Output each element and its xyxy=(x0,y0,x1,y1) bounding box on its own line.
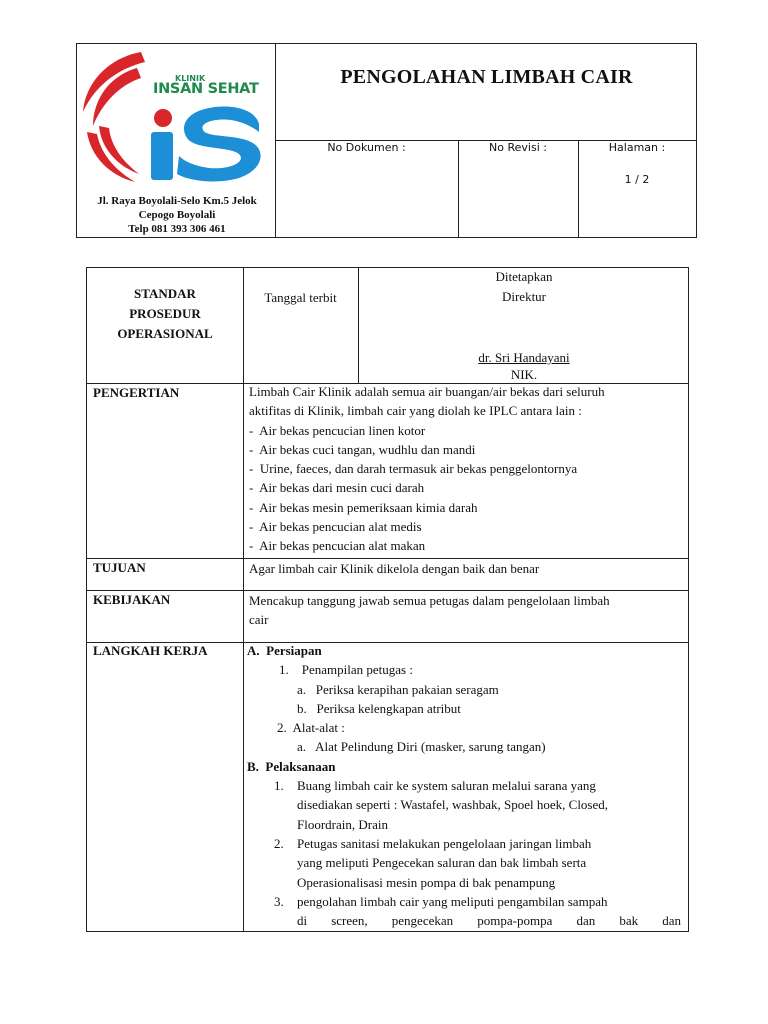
b-item xyxy=(247,834,681,892)
pengertian-label: PENGERTIAN xyxy=(93,385,180,400)
a1-marker: 1. xyxy=(279,662,289,678)
nik-label: NIK. xyxy=(510,367,538,382)
kebijakan-label: KEBIJAKAN xyxy=(93,592,171,607)
signer-name-text: dr. Sri Handayani xyxy=(478,350,570,365)
clinic-address xyxy=(79,194,275,236)
section-b-title: Pelaksanaan xyxy=(265,758,336,774)
halaman-value: 1 / 2 xyxy=(624,173,650,186)
pengertian-item-text: Air bekas dari mesin cuci darah xyxy=(259,480,425,496)
b-item-marker: 3. xyxy=(274,893,284,909)
a2-heading xyxy=(247,718,681,737)
pengertian-item: - Air bekas dari mesin cuci darah xyxy=(249,480,425,496)
sop-table xyxy=(86,267,689,932)
address-line: Cepogo Boyolali xyxy=(138,209,216,221)
tanggal-terbit-label: Tanggal terbit xyxy=(264,290,337,305)
a2-marker: 2. xyxy=(277,720,287,736)
pengertian-item-text: Air bekas pencucian linen kotor xyxy=(259,422,426,438)
b-item-marker: 2. xyxy=(274,835,284,851)
a1-item xyxy=(247,699,681,718)
a2-item-marker: a. xyxy=(297,739,307,755)
signer-name xyxy=(358,350,690,366)
langkah-kerja-label: LANGKAH KERJA xyxy=(93,643,208,658)
pengertian-item: - Air bekas mesin pemeriksaan kimia darah xyxy=(249,499,478,515)
pengertian-intro: aktifitas di Klinik, limbah cair yang diolah ke IPLC antara lain : xyxy=(249,403,582,419)
pengertian-item-text: Air bekas pencucian alat medis xyxy=(259,519,422,535)
pengertian-item: - Air bekas pencucian alat makan xyxy=(249,538,426,554)
b-item-line: Operasionalisasi mesin pompa di bak penampung xyxy=(297,874,556,890)
pengertian-item: - Air bekas pencucian linen kotor xyxy=(249,422,426,438)
b-item-line: yang meliputi Pengecekan saluran dan bak limbah serta xyxy=(297,855,587,871)
header-divider xyxy=(578,140,579,237)
a1-item-text: Periksa kelengkapan atribut xyxy=(316,700,461,716)
b-item-line: Floordrain, Drain xyxy=(297,816,388,832)
a1-item-text: Periksa kerapihan pakaian seragam xyxy=(315,681,499,697)
b-item xyxy=(247,776,681,834)
a1-item-marker: b. xyxy=(297,700,307,716)
a1-item-marker: a. xyxy=(297,681,307,697)
a2-title: Alat-alat : xyxy=(292,720,345,736)
a2-item-text: Alat Pelindung Diri (masker, sarung tangan) xyxy=(315,739,546,755)
section-a-heading xyxy=(247,641,681,660)
document-header xyxy=(76,43,697,238)
pengertian-item-text: Air bekas pencucian alat makan xyxy=(259,538,426,554)
sop-heading xyxy=(87,284,243,344)
kebijakan-line: cair xyxy=(249,612,269,628)
b-item-marker: 1. xyxy=(274,778,284,794)
b-item xyxy=(247,892,681,931)
section-a-title: Persiapan xyxy=(266,643,322,658)
a1-heading xyxy=(247,660,681,679)
sop-heading-line: STANDAR xyxy=(134,286,196,301)
pengertian-item: - Air bekas pencucian alat medis xyxy=(249,519,422,535)
pengertian-item: - Air bekas cuci tangan, wudhlu dan mandi xyxy=(249,441,476,457)
direktur-label: Direktur xyxy=(501,289,547,304)
a1-item xyxy=(247,680,681,699)
logo-clinic-name: INSAN SEHAT xyxy=(153,81,259,97)
b-item-line: Petugas sanitasi melakukan pengelolaan jaringan limbah xyxy=(297,835,592,851)
a2-item xyxy=(247,737,681,756)
table-divider xyxy=(243,268,244,931)
a1-title: Penampilan petugas : xyxy=(301,662,413,678)
b-item-line: disediakan seperti : Wastafel, washbak, Spoel hoek, Closed, xyxy=(297,797,609,813)
tujuan-text: Agar limbah cair Klinik dikelola dengan baik dan benar xyxy=(249,561,540,576)
pengertian-item-text: Air bekas cuci tangan, wudhlu dan mandi xyxy=(259,441,476,457)
section-b-marker: B. xyxy=(247,758,259,774)
b-item-line: pengolahan limbah cair yang meliputi pengambilan sampah xyxy=(297,893,608,909)
logo-swoosh-icon xyxy=(79,46,275,186)
no-dokumen-label: No Dokumen : xyxy=(327,141,406,154)
pengertian-item: - Urine, faeces, dan darah termasuk air bekas penggelontornya xyxy=(249,461,578,477)
address-line: Telp 081 393 306 461 xyxy=(128,223,226,235)
section-a-marker: A. xyxy=(247,643,260,658)
b-item-line: Buang limbah cair ke system saluran melalui sarana yang xyxy=(297,778,596,794)
b-item-line: di screen, pengecekan pompa-pompa dan bak dan xyxy=(297,913,681,929)
header-divider xyxy=(458,140,459,237)
kebijakan-content xyxy=(249,591,683,630)
sop-heading-line: PROSEDUR xyxy=(129,306,201,321)
document-title: PENGOLAHAN LIMBAH CAIR xyxy=(340,66,633,88)
tujuan-label: TUJUAN xyxy=(93,560,146,575)
address-line: Jl. Raya Boyolali-Selo Km.5 Jelok xyxy=(97,195,257,207)
pengertian-item-text: Air bekas mesin pemeriksaan kimia darah xyxy=(259,499,478,515)
pengertian-item-text: Urine, faeces, dan darah termasuk air bekas penggelontornya xyxy=(259,461,578,477)
pengertian-intro: Limbah Cair Klinik adalah semua air buangan/air bekas dari seluruh xyxy=(249,384,605,399)
section-b-heading xyxy=(247,757,681,776)
sop-heading-line: OPERASIONAL xyxy=(117,326,213,341)
logo-klinik-text: KLINIK xyxy=(175,74,206,83)
langkah-kerja-content xyxy=(247,641,681,930)
ditetapkan-label: Ditetapkan xyxy=(495,269,553,284)
clinic-logo xyxy=(79,46,275,186)
halaman-label: Halaman : xyxy=(608,141,666,154)
kebijakan-line: Mencakup tanggung jawab semua petugas dalam pengelolaan limbah xyxy=(249,593,610,608)
pengertian-content xyxy=(249,382,683,556)
no-revisi-label: No Revisi : xyxy=(489,141,547,154)
